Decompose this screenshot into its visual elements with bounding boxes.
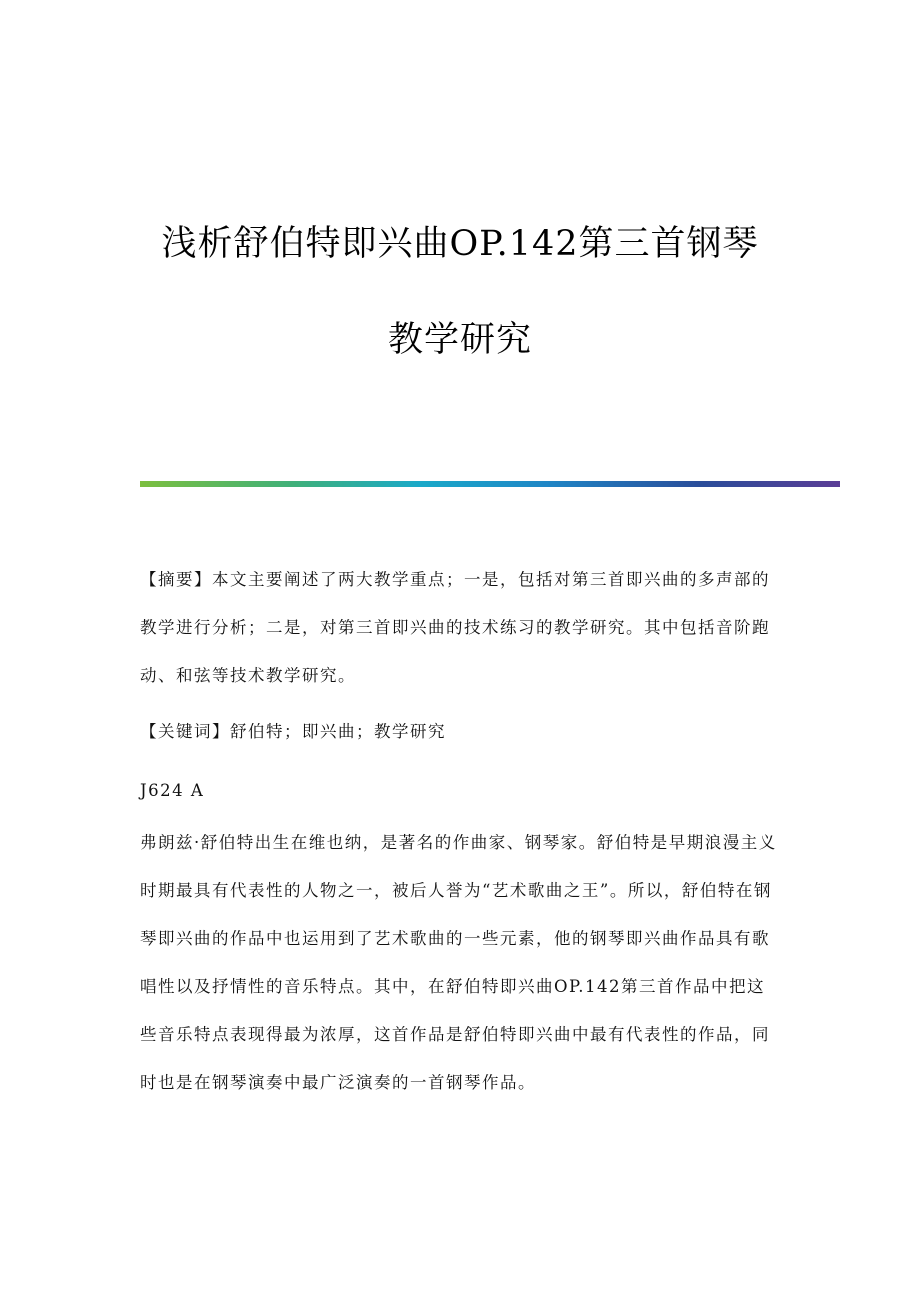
document-title-line-2: 教学研究: [387, 320, 532, 360]
classification-number: J624 A: [140, 781, 205, 800]
body-paragraph: 弗朗兹·舒伯特出生在维也纳，是著名的作曲家、钢琴家。舒伯特是早期浪漫主义时期最具有代表性的人物之一，被后人誉为“艺术歌曲之王”。所以，舒伯特在钢琴即兴曲的作品中也运用到了艺术歌曲的一些元素，他的钢琴即兴曲作品具有歌唱性以及抒情性的音乐特点。其中，在舒伯特即兴曲OP.142第三首作品中把这些音乐特点表现得最为浓厚，这首作品是舒伯特即兴曲中最有代表性的作品，同时也是在钢琴演奏中最广泛演奏的一首钢琴作品。: [140, 833, 777, 1092]
abstract-paragraph: 【摘要】本文主要阐述了两大教学重点；一是，包括对第三首即兴曲的多声部的教学进行分析；二是，对第三首即兴曲的技术练习的教学研究。其中包括音阶跑动、和弦等技术教学研究。: [140, 570, 770, 685]
keywords-line: 【关键词】舒伯特；即兴曲；教学研究: [140, 722, 446, 741]
gradient-divider: [140, 481, 840, 487]
document-title-line-1: 浅析舒伯特即兴曲OP.142第三首钢琴: [161, 224, 759, 264]
